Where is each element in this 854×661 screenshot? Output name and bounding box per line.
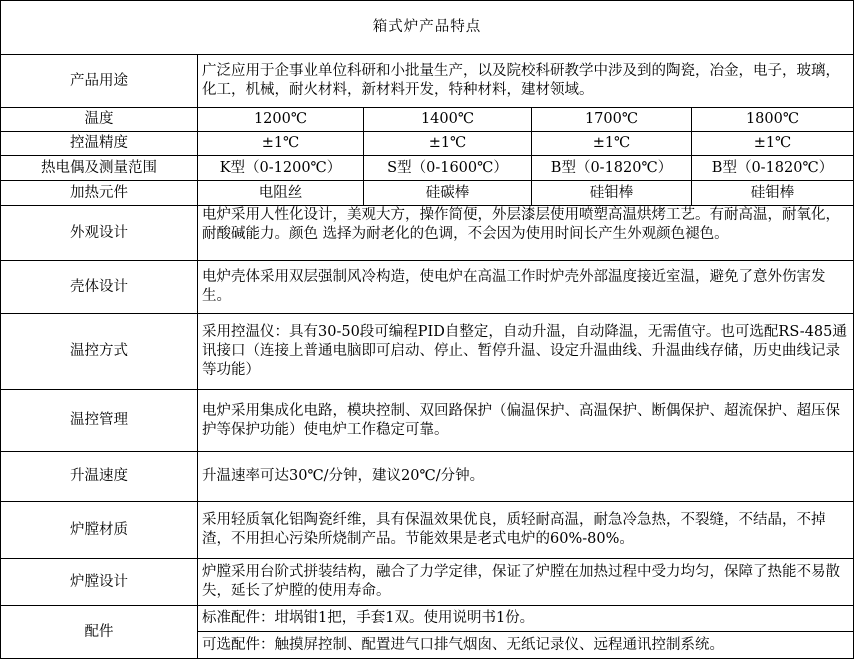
heating-element-value: 硅碳棒 <box>364 181 532 206</box>
control-management-row <box>1 390 854 452</box>
accessories-optional: 可选配件：触摸屏控制、配置进气口排气烟囱、无纸记录仪、远程通讯控制系统。 <box>198 632 854 659</box>
accessories-standard: 标准配件：坩埚钳1把，手套1双。使用说明书1份。 <box>198 606 854 632</box>
shell-row <box>1 261 854 314</box>
temperature-row <box>1 108 854 132</box>
temperature-value: 1700℃ <box>532 108 692 132</box>
usage-row <box>1 55 854 108</box>
chamber-design-text: 炉膛采用台阶式拼装结构，融合了力学定律，保证了炉膛在加热过程中受力均匀，保障了热能不易散失，延长了炉膛的使用寿命。 <box>198 559 854 606</box>
control-management-label: 温控管理 <box>1 390 198 452</box>
precision-row <box>1 132 854 156</box>
temperature-label: 温度 <box>1 108 198 132</box>
title-row <box>1 1 854 55</box>
page-title: 箱式炉产品特点 <box>1 1 854 55</box>
thermocouple-value: S型（0-1600℃） <box>364 156 532 181</box>
precision-label: 控温精度 <box>1 132 198 156</box>
accessories-label: 配件 <box>1 606 198 659</box>
chamber-material-row <box>1 502 854 559</box>
thermocouple-value: K型（0-1200℃） <box>198 156 364 181</box>
shell-text: 电炉壳体采用双层强制风冷构造，使电炉在高温工作时炉壳外部温度接近室温，避免了意外伤害发生。 <box>198 261 854 314</box>
thermocouple-value: B型（0-1820℃） <box>692 156 854 181</box>
heating-rate-text: 升温速率可达30℃/分钟，建议20℃/分钟。 <box>198 452 854 502</box>
appearance-text: 电炉采用人性化设计，美观大方，操作简便，外层漆层使用喷塑高温烘烤工艺。有耐高温，耐氧化，耐酸碱能力。颜色 选择为耐老化的色调，不会因为使用时间长产生外观颜色褪色。 <box>202 207 840 242</box>
thermocouple-value: B型（0-1820℃） <box>532 156 692 181</box>
accessories-row <box>1 606 854 632</box>
shell-label: 壳体设计 <box>1 261 198 314</box>
appearance-cell <box>198 206 854 261</box>
control-mode-row <box>1 314 854 390</box>
heating-rate-label: 升温速度 <box>1 452 198 502</box>
usage-text: 广泛应用于企事业单位科研和小批量生产，以及院校科研教学中涉及到的陶瓷，冶金，电子，玻璃，化工，机械，耐火材料，新材料开发，特种材料，建材领域。 <box>198 55 854 108</box>
heating-element-value: 硅钼棒 <box>692 181 854 206</box>
thermocouple-label: 热电偶及测量范围 <box>1 156 198 181</box>
temperature-value: 1400℃ <box>364 108 532 132</box>
thermocouple-row <box>1 156 854 181</box>
usage-label: 产品用途 <box>1 55 198 108</box>
heating-element-value: 电阻丝 <box>198 181 364 206</box>
appearance-label: 外观设计 <box>1 206 198 261</box>
precision-value: ±1℃ <box>198 132 364 156</box>
chamber-material-text: 采用轻质氧化铝陶瓷纤维，具有保温效果优良，质轻耐高温，耐急冷急热，不裂缝，不结晶，不掉渣，不用担心污染所烧制产品。节能效果是老式电炉的60%-80%。 <box>198 502 854 559</box>
control-mode-text: 采用控温仪：具有30-50段可编程PID自整定，自动升温，自动降温，无需值守。也可选配RS-485通讯接口（连接上普通电脑即可启动、停止、暂停升温、设定升温曲线、升温曲线存储，历史曲线记录等功能） <box>198 314 854 390</box>
chamber-design-row <box>1 559 854 606</box>
appearance-row <box>1 206 854 261</box>
precision-value: ±1℃ <box>364 132 532 156</box>
chamber-material-label: 炉膛材质 <box>1 502 198 559</box>
heating-element-row <box>1 181 854 206</box>
precision-value: ±1℃ <box>532 132 692 156</box>
heating-element-value: 硅钼棒 <box>532 181 692 206</box>
heating-rate-row <box>1 452 854 502</box>
temperature-value: 1800℃ <box>692 108 854 132</box>
temperature-value: 1200℃ <box>198 108 364 132</box>
heating-element-label: 加热元件 <box>1 181 198 206</box>
control-management-text: 电炉采用集成化电路，模块控制、双回路保护（偏温保护、高温保护、断偶保护、超流保护、超压保护等保护功能）使电炉工作稳定可靠。 <box>198 390 854 452</box>
control-mode-label: 温控方式 <box>1 314 198 390</box>
chamber-design-label: 炉膛设计 <box>1 559 198 606</box>
precision-value: ±1℃ <box>692 132 854 156</box>
